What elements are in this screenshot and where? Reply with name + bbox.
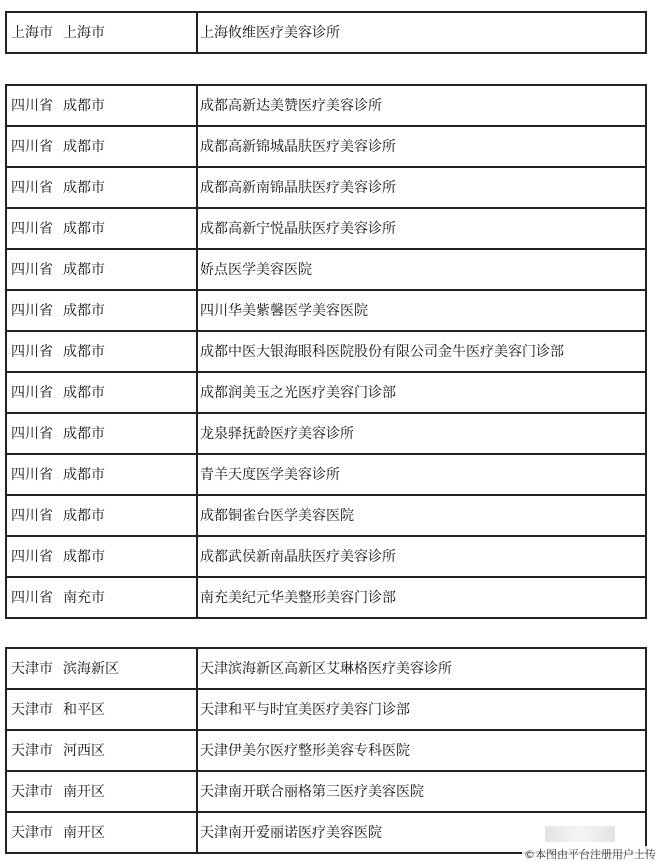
city-text: 成都市 bbox=[63, 548, 105, 565]
region-cell bbox=[6, 648, 197, 689]
region-cell bbox=[6, 12, 197, 53]
institution-name-cell: 天津南开爱丽诺医疗美容医院 bbox=[197, 812, 646, 853]
province-text: 四川省 bbox=[11, 589, 53, 606]
city-text: 成都市 bbox=[63, 466, 105, 483]
table-row bbox=[6, 372, 646, 413]
province-text: 天津市 bbox=[11, 742, 53, 759]
institution-name-cell: 天津和平与时宜美医疗美容门诊部 bbox=[197, 689, 646, 730]
table-row bbox=[6, 12, 646, 53]
region-cell bbox=[6, 290, 197, 331]
city-text: 成都市 bbox=[63, 343, 105, 360]
institution-name-cell: 天津滨海新区高新区艾琳格医疗美容诊所 bbox=[197, 648, 646, 689]
table-row bbox=[6, 249, 646, 290]
city-text: 成都市 bbox=[63, 179, 105, 196]
province-text: 天津市 bbox=[11, 701, 53, 718]
table-row bbox=[6, 167, 646, 208]
province-text: 四川省 bbox=[11, 548, 53, 565]
city-text: 成都市 bbox=[63, 302, 105, 319]
province-text: 四川省 bbox=[11, 261, 53, 278]
institution-name-cell: 上海攸维医疗美容诊所 bbox=[197, 12, 646, 53]
institution-name-cell: 成都中医大银海眼科医院股份有限公司金牛医疗美容门诊部 bbox=[197, 331, 646, 372]
institution-name-cell: 成都高新宁悦晶肤医疗美容诊所 bbox=[197, 208, 646, 249]
table-row bbox=[6, 454, 646, 495]
table-row bbox=[6, 331, 646, 372]
region-cell bbox=[6, 812, 197, 853]
province-text: 四川省 bbox=[11, 138, 53, 155]
city-text: 南开区 bbox=[63, 783, 105, 800]
city-text: 成都市 bbox=[63, 384, 105, 401]
province-text: 四川省 bbox=[11, 466, 53, 483]
table-row bbox=[6, 290, 646, 331]
city-text: 河西区 bbox=[63, 742, 105, 759]
blurred-overlay bbox=[545, 826, 615, 842]
region-cell bbox=[6, 689, 197, 730]
institution-name-cell: 青羊天度医学美容诊所 bbox=[197, 454, 646, 495]
table-tianjin bbox=[5, 647, 647, 854]
table-shanghai bbox=[5, 11, 647, 54]
table-row bbox=[6, 648, 646, 689]
table-row bbox=[6, 577, 646, 618]
region-cell bbox=[6, 331, 197, 372]
table-row bbox=[6, 208, 646, 249]
province-text: 天津市 bbox=[11, 783, 53, 800]
region-cell bbox=[6, 454, 197, 495]
region-cell bbox=[6, 536, 197, 577]
province-text: 上海市 bbox=[11, 24, 53, 41]
table-row bbox=[6, 689, 646, 730]
city-text: 成都市 bbox=[63, 425, 105, 442]
city-text: 上海市 bbox=[63, 24, 105, 41]
institution-name-cell: 成都高新南锦晶肤医疗美容诊所 bbox=[197, 167, 646, 208]
institution-name-cell: 成都高新达美赞医疗美容诊所 bbox=[197, 85, 646, 126]
table-row bbox=[6, 771, 646, 812]
province-text: 四川省 bbox=[11, 507, 53, 524]
institution-name-cell: 天津南开联合丽格第三医疗美容医院 bbox=[197, 771, 646, 812]
city-text: 滨海新区 bbox=[63, 660, 119, 677]
region-cell bbox=[6, 167, 197, 208]
city-text: 成都市 bbox=[63, 138, 105, 155]
region-cell bbox=[6, 249, 197, 290]
table-row bbox=[6, 495, 646, 536]
province-text: 天津市 bbox=[11, 824, 53, 841]
province-text: 四川省 bbox=[11, 179, 53, 196]
table-sichuan bbox=[5, 84, 647, 619]
institution-name-cell: 成都润美玉之光医疗美容门诊部 bbox=[197, 372, 646, 413]
region-cell bbox=[6, 495, 197, 536]
city-text: 成都市 bbox=[63, 507, 105, 524]
institution-name-cell: 成都铜雀台医学美容医院 bbox=[197, 495, 646, 536]
table-row bbox=[6, 730, 646, 771]
institution-name-cell: 龙泉驿抚龄医疗美容诊所 bbox=[197, 413, 646, 454]
institution-name-cell: 娇点医学美容医院 bbox=[197, 249, 646, 290]
table-row bbox=[6, 85, 646, 126]
institution-name-cell: 成都武侯新南晶肤医疗美容诊所 bbox=[197, 536, 646, 577]
region-cell bbox=[6, 372, 197, 413]
province-text: 四川省 bbox=[11, 302, 53, 319]
institution-name-cell: 南充美纪元华美整形美容门诊部 bbox=[197, 577, 646, 618]
city-text: 成都市 bbox=[63, 220, 105, 237]
province-text: 四川省 bbox=[11, 343, 53, 360]
city-text: 南开区 bbox=[63, 824, 105, 841]
watermark-text: ©本图由平台注册用户上传 bbox=[524, 848, 656, 861]
province-text: 天津市 bbox=[11, 660, 53, 677]
table-row bbox=[6, 536, 646, 577]
province-text: 四川省 bbox=[11, 220, 53, 237]
institution-name-cell: 四川华美紫馨医学美容医院 bbox=[197, 290, 646, 331]
city-text: 南充市 bbox=[63, 589, 105, 606]
institution-name-cell: 成都高新锦城晶肤医疗美容诊所 bbox=[197, 126, 646, 167]
table-row bbox=[6, 413, 646, 454]
city-text: 成都市 bbox=[63, 261, 105, 278]
table-row bbox=[6, 126, 646, 167]
institution-name-cell: 天津伊美尔医疗整形美容专科医院 bbox=[197, 730, 646, 771]
region-cell bbox=[6, 771, 197, 812]
region-cell bbox=[6, 730, 197, 771]
region-cell bbox=[6, 85, 197, 126]
region-cell bbox=[6, 577, 197, 618]
region-cell bbox=[6, 413, 197, 454]
province-text: 四川省 bbox=[11, 425, 53, 442]
region-cell bbox=[6, 208, 197, 249]
province-text: 四川省 bbox=[11, 384, 53, 401]
city-text: 和平区 bbox=[63, 701, 105, 718]
province-text: 四川省 bbox=[11, 97, 53, 114]
region-cell bbox=[6, 126, 197, 167]
city-text: 成都市 bbox=[63, 97, 105, 114]
